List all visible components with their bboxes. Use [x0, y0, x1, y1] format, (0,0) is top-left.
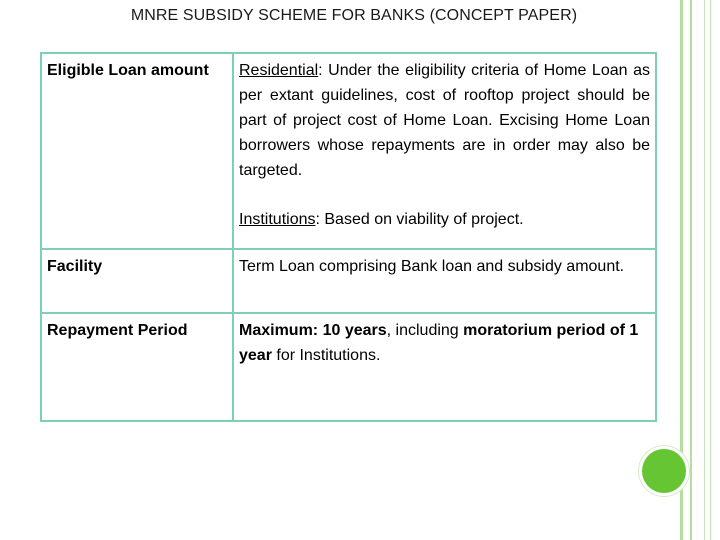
row-label-cell	[41, 53, 233, 249]
residential-title: Residential	[239, 62, 319, 79]
row-label-cell	[41, 249, 233, 313]
residential-text: : Under the eligibility criteria of Home Loan as per extant guidelines, cost of rooftop project should be part of project cost of Home Loan. Excising Home Loan borrowers whose repayments are in order may also be targeted.	[239, 62, 650, 179]
row-value-cell	[233, 313, 656, 421]
row-value-cell	[233, 249, 656, 313]
row-value-cell	[233, 53, 656, 249]
residential-paragraph	[239, 58, 650, 183]
scheme-table	[40, 52, 657, 422]
row-label: Eligible Loan amount	[47, 62, 209, 79]
page-title	[0, 6, 720, 26]
facility-text: Term Loan comprising Bank loan and subsidy amount.	[239, 258, 625, 275]
institutions-title: Institutions	[239, 211, 316, 228]
decorative-rail	[704, 0, 705, 540]
row-label-cell	[41, 313, 233, 421]
row-label: Facility	[47, 258, 103, 275]
repayment-mid: , including	[386, 322, 464, 339]
institutions-paragraph	[239, 207, 650, 232]
repayment-end: for Institutions.	[271, 347, 381, 364]
row-label: Repayment Period	[47, 322, 188, 339]
table-row	[41, 313, 656, 421]
decorative-rail	[710, 0, 711, 540]
table-row	[41, 249, 656, 313]
repayment-moratorium: moratorium period of 1 year	[239, 322, 639, 364]
table-row	[41, 53, 656, 249]
page-title-text: MNRE SUBSIDY SCHEME FOR BANKS (CONCEPT PAPER)	[130, 7, 578, 24]
repayment-maximum: Maximum: 10 years	[239, 322, 387, 339]
institutions-text: : Based on viability of project.	[315, 211, 524, 228]
decorative-circle	[642, 449, 686, 493]
decorative-rail	[690, 0, 692, 540]
